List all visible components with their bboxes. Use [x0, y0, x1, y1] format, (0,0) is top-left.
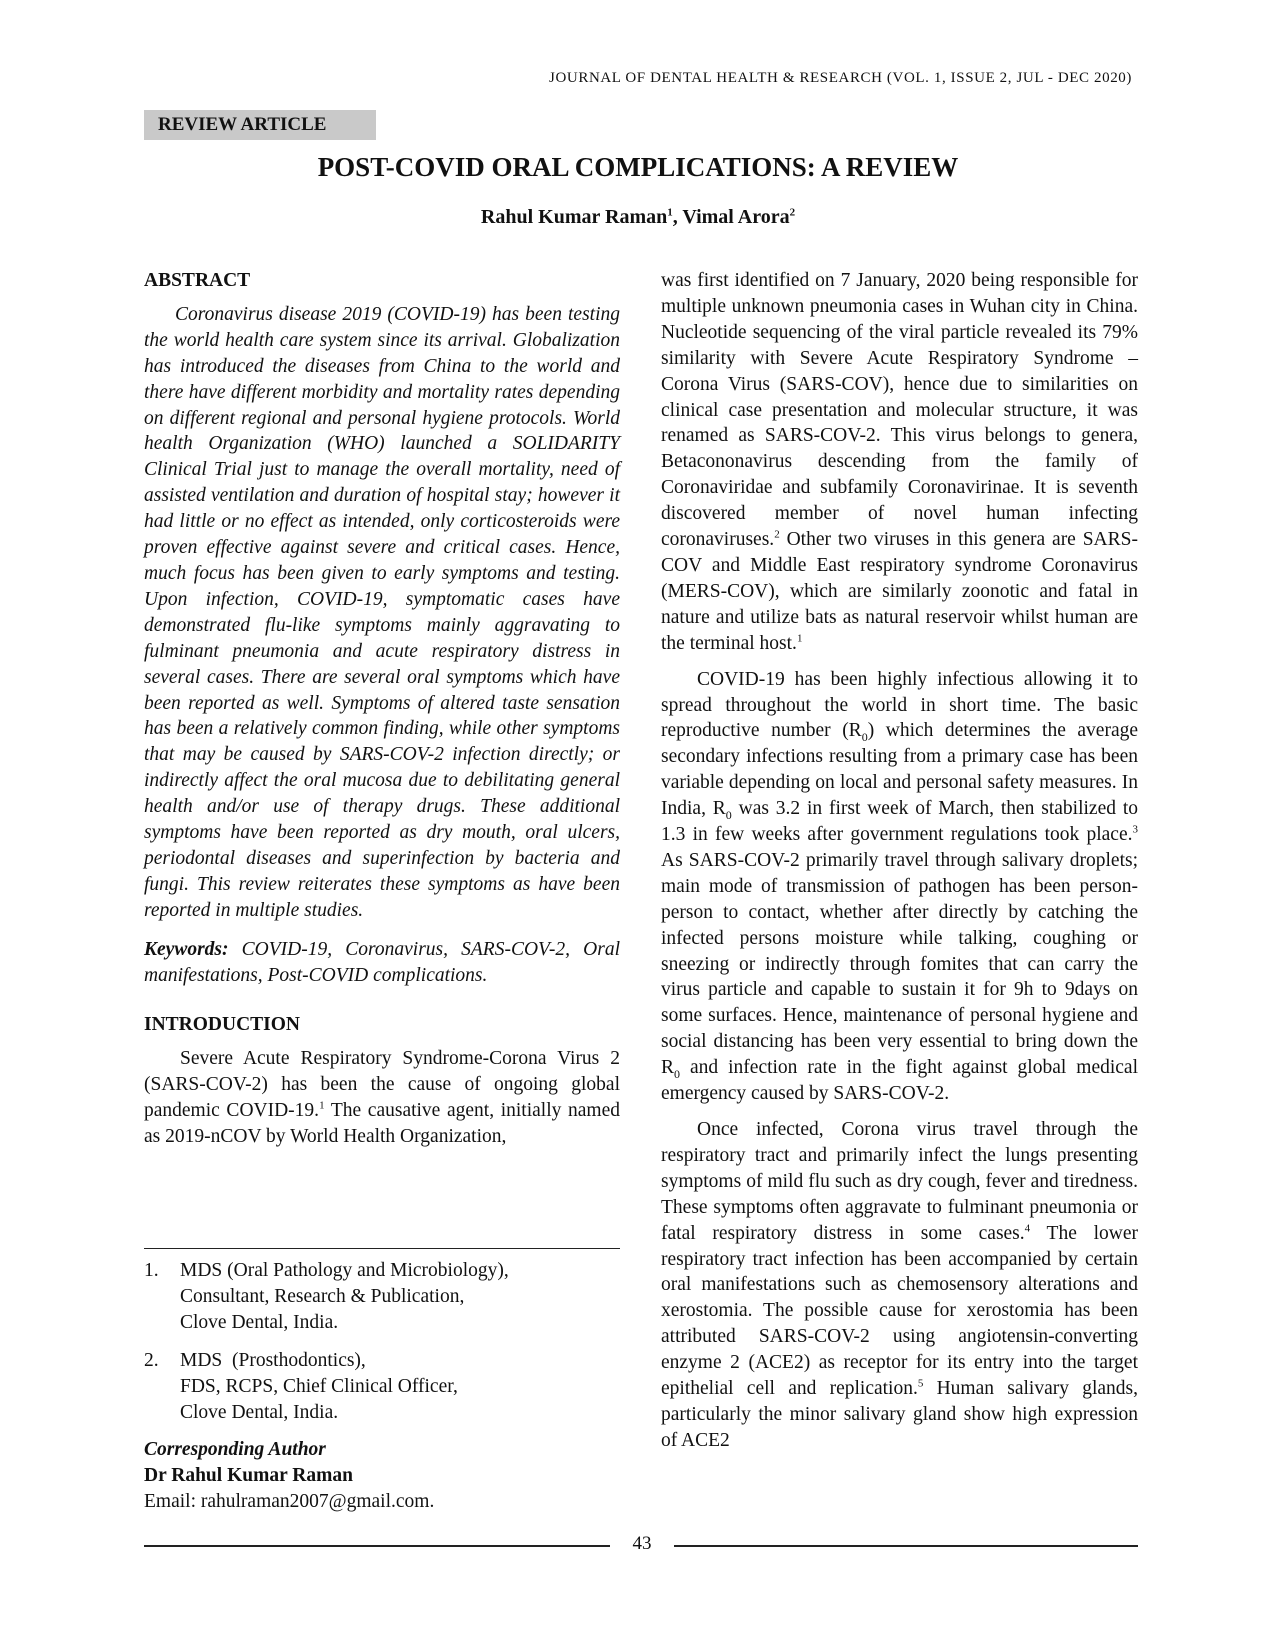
- footer-rule-right: [674, 1545, 1138, 1547]
- citation-mark: 4: [1024, 1222, 1031, 1235]
- text-run: COVID-19 has been highly infectious allowing it to spread throughout the world in short time. The basic reproductive number (R: [661, 668, 1138, 742]
- keywords-text: COVID-19, Coronavirus, SARS-COV-2, Oral manifestations, Post-COVID complications.: [144, 938, 620, 986]
- footnote-line: FDS, RCPS, Chief Clinical Officer,: [180, 1375, 458, 1397]
- author-name: Rahul Kumar Raman: [480, 206, 668, 228]
- article-type-label: REVIEW ARTICLE: [144, 110, 376, 140]
- body-paragraph: [661, 268, 1138, 657]
- citation-mark: 2: [774, 528, 780, 541]
- citation-mark: 1: [796, 632, 803, 645]
- text-run: The causative agent, initially named as 2019-nCOV by World Health Organization,: [144, 1100, 620, 1148]
- author-affiliation-mark: 2: [789, 206, 796, 219]
- author-separator: ,: [672, 206, 683, 228]
- text-run: Once infected, Corona virus travel through the respiratory tract and primarily infect the lungs presenting symptoms of mild flu such as dry cough, fever and tiredness. These symptoms often aggravate to fulminant pneumonia or fatal respiratory distress in some cases.: [661, 1119, 1138, 1244]
- footnote-line: MDS (Oral Pathology and Microbiology),: [180, 1260, 509, 1281]
- corresponding-author-label: Corresponding Author: [144, 1439, 326, 1461]
- introduction-heading: INTRODUCTION: [144, 1014, 301, 1036]
- right-column: [661, 268, 1138, 1454]
- abstract-heading: ABSTRACT: [144, 270, 251, 291]
- footnote-divider: [144, 1248, 620, 1249]
- body-paragraph: [661, 1117, 1138, 1454]
- text-run: Human salivary glands, particularly the minor salivary gland show high expression of ACE2: [661, 1378, 1138, 1451]
- subscript: 0: [725, 808, 732, 823]
- footnote-line: MDS (Prosthodontics),: [180, 1349, 366, 1371]
- author-name: Vimal Arora: [682, 206, 790, 228]
- citation-mark: 1: [319, 1099, 325, 1112]
- journal-running-header: JOURNAL OF DENTAL HEALTH & RESEARCH (VOL. 1, ISSUE 2, JUL - DEC 2020): [549, 70, 1132, 86]
- keywords: [144, 937, 620, 989]
- corresponding-author-email[interactable]: Email: rahulraman2007@gmail.com.: [144, 1491, 435, 1513]
- text-run: ) which determines the average secondary infections resulting from a primary case has been variable depending on local and personal safety measures. In India, R: [661, 720, 1139, 820]
- abstract-text: Coronavirus disease 2019 (COVID-19) has been testing the world health care system since its arrival. Globalization has introduced the diseases from China to the world and there have different morbidity and mortality rates depending on different regional and personal hygiene protocols. World health Organization (WHO) launched a SOLIDARITY Clinical Trial just to manage the overall mortality, need of assisted ventilation and duration of hospital stay; however it had little or no effect as intended, only corticosteroids were proven effective against severe and critical cases. Hence, much focus has been given to early symptoms and testing. Upon infection, COVID-19, symptomatic cases have demonstrated flu-like symptoms mainly aggravating to fulminant pneumonia and acute respiratory distress in several cases. There are several oral symptoms which have been reported as well. Symptoms of altered taste sensation has been a relatively common finding, while other symptoms that may be caused by SARS-COV-2 infection directly; or indirectly affect the oral mucosa due to debilitating general health and/or use of therapy drugs. These additional symptoms have been reported as dry mouth, oral ulcers, periodontal diseases and superinfection by bacteria and fungi. This review reiterates these symptoms as have been reported in multiple studies.: [144, 303, 620, 921]
- citation-mark: 5: [917, 1377, 924, 1390]
- footer-rule-left: [144, 1545, 610, 1547]
- text-run: Severe Acute Respiratory Syndrome-Corona Virus 2 (SARS-COV-2) has been the cause of ongoing global pandemic COVID-19.: [144, 1048, 620, 1122]
- introduction-paragraph: [144, 1046, 620, 1150]
- text-run: The lower respiratory tract infection has been accompanied by certain oral manifestations such as chemosensory alterations and xerostomia. The possible cause for xerostomia has been attributed SARS-COV-2 using angiotensin-converting enzyme 2 (ACE2) as receptor for its entry into the target epithelial cell and replication.: [661, 1222, 1138, 1400]
- footnote-number: 2.: [144, 1349, 159, 1371]
- footnote-item: [144, 1258, 620, 1336]
- text-run: was 3.2 in first week of March, then stabilized to 1.3 in few weeks after government regulations took place.: [661, 798, 1138, 846]
- text-run: and infection rate in the fight against global medical emergency caused by SARS-COV-2.: [661, 1057, 1138, 1105]
- citation-mark: 3: [1132, 823, 1138, 836]
- author-list: [144, 206, 1132, 229]
- text-run: Other two viruses in this genera are SARS-COV and Middle East respiratory syndrome Coronavirus (MERS-COV), which are similarly zoonotic and fatal in nature and utilize bats as natural reservoir whilst human are the terminal host.: [661, 529, 1138, 654]
- author-affiliation-mark: 1: [667, 206, 673, 219]
- article-title: POST-COVID ORAL COMPLICATIONS: A REVIEW: [317, 152, 959, 182]
- footnote-item: [144, 1348, 620, 1426]
- subscript: 0: [674, 1067, 681, 1082]
- footnote-line: Clove Dental, India.: [180, 1311, 339, 1333]
- keywords-label: Keywords:: [144, 938, 229, 960]
- footnote-number: 1.: [144, 1260, 159, 1281]
- page-number: 43: [632, 1533, 652, 1554]
- corresponding-author-name: Dr Rahul Kumar Raman: [144, 1465, 353, 1487]
- affiliation-footnotes: [144, 1258, 620, 1515]
- body-paragraph: [661, 667, 1138, 1107]
- text-run: As SARS-COV-2 primarily travel through salivary droplets; main mode of transmission of pathogen has been person-person to contact, whether after directly by catching the infected persons moisture while talking, coughing or sneezing or indirectly through fomites that can carry the virus particle and capable to sustain it for 9h to 9days on some surfaces. Hence, maintenance of personal hygiene and social distancing has been very essential to bring down the R: [661, 849, 1138, 1079]
- footnote-line: Clove Dental, India.: [180, 1401, 339, 1423]
- subscript: 0: [861, 730, 868, 745]
- left-column: [144, 268, 620, 1150]
- footnote-line: Consultant, Research & Publication,: [180, 1285, 465, 1307]
- text-run: was first identified on 7 January, 2020 being responsible for multiple unknown pneumonia cases in Wuhan city in China. Nucleotide sequencing of the viral particle revealed its 79% similarity with Severe Acute Respiratory Syndrome – Corona Virus (SARS-COV), hence due to similarities on clinical case presentation and molecular structure, it was renamed as SARS-COV-2. This virus belongs to genera, Betacononavirus descending from the family of Coronaviridae and subfamily Coronavirinae. It is seventh discovered member of novel human infecting coronaviruses.: [661, 270, 1138, 551]
